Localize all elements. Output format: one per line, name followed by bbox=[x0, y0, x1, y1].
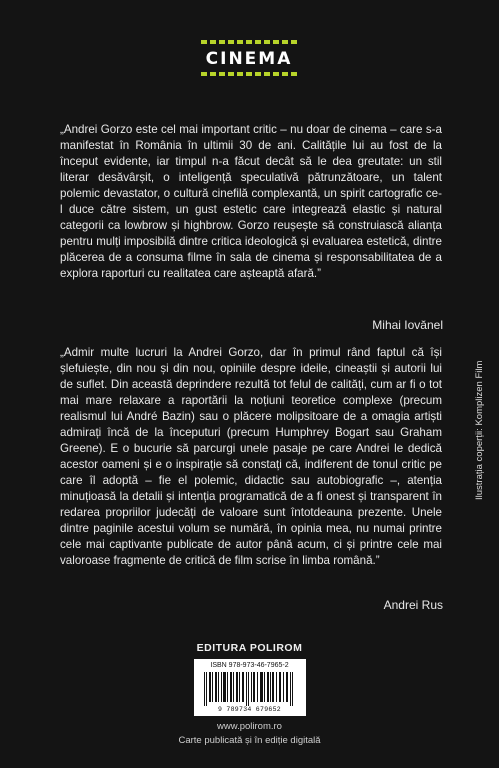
blurb-quote-1 bbox=[60, 122, 442, 282]
series-name: CINEMA bbox=[205, 49, 293, 69]
cover-illustration-credit: Ilustrația coperții: Komplizen Film bbox=[474, 360, 485, 500]
barcode-digits: 9 789734 679652 bbox=[217, 706, 281, 713]
publisher-website: www.polirom.ro bbox=[217, 721, 282, 732]
barcode bbox=[194, 659, 306, 716]
isbn-number: ISBN 978-973-46-7965-2 bbox=[210, 662, 289, 669]
logo-dots-bottom bbox=[199, 72, 299, 77]
series-logo bbox=[199, 40, 299, 77]
digital-edition-note: Carte publicată și în ediție digitală bbox=[178, 735, 321, 746]
blurb-quote-2 bbox=[60, 345, 442, 569]
logo-dots-top bbox=[199, 40, 299, 45]
blurb-quote-1-text: „Andrei Gorzo este cel mai important critic – nu doar de cinema – care s-a manifestat în România în ultimii 30 de ani. Calitățile lui au fost de la început evidente, iar timpul n-a făcut decât să le dea greutate: un stil literar desăvârșit, o inteligență speculativă pătrunzătoare, un talent polemic devastator, o cultură cinefilă complexantă, un spirit cartografic ce-l duce către sistem, un gust estetic care integrează elastic și natural categorii ca lowbrow și highbrow. Gorzo reușește să construiască alianța pentru mulți imposibilă dintre critica ideologică și evaluarea estetică, dintre plăcerea de a consuma filme în sala de cinema și responsabilitatea de a explora raporturi cu realitatea care așteaptă afară.” bbox=[60, 123, 442, 280]
publisher-block bbox=[0, 642, 499, 746]
blurb-author-1: Mihai Iovănel bbox=[372, 318, 443, 332]
blurb-author-2: Andrei Rus bbox=[383, 598, 443, 612]
barcode-bars bbox=[202, 672, 298, 706]
blurb-quote-2-text: „Admir multe lucruri la Andrei Gorzo, dar în primul rând faptul că își șlefuiește, din nou și din nou, opiniile despre ideile, cineaștii și autorii lui de suflet. Din această deprindere rezultă tot felul de calități, cum ar fi o tot mai mare relaxare a raportării la noțiuni teoretice complexe (precum realismul lui André Bazin) sau o plăcere molipsitoare de a omagia artiști admirați încă de la începuturi (precum Humphrey Bogart sau Graham Greene). E o bucurie să parcurgi unele pasaje pe care Andrei le dedică acestor oameni și e o inspirație să constați că, indiferent de tonul critic pe care îl adoptă – fie el polemic, didactic sau autobiografic –, atenția minuțioasă la detalii și intenția programatică de a fi onest și transparent în redarea propriilor judecăți de valoare sunt întotdeauna prezente. Unele dintre paginile acestui volum se numără, în opinia mea, nu numai printre cele mai captivante publicate de autor până acum, ci și printre cele mai valoroase fragmente de critică de film scrise în limba română.” bbox=[60, 346, 442, 567]
publisher-name: EDITURA POLIROM bbox=[196, 642, 303, 654]
